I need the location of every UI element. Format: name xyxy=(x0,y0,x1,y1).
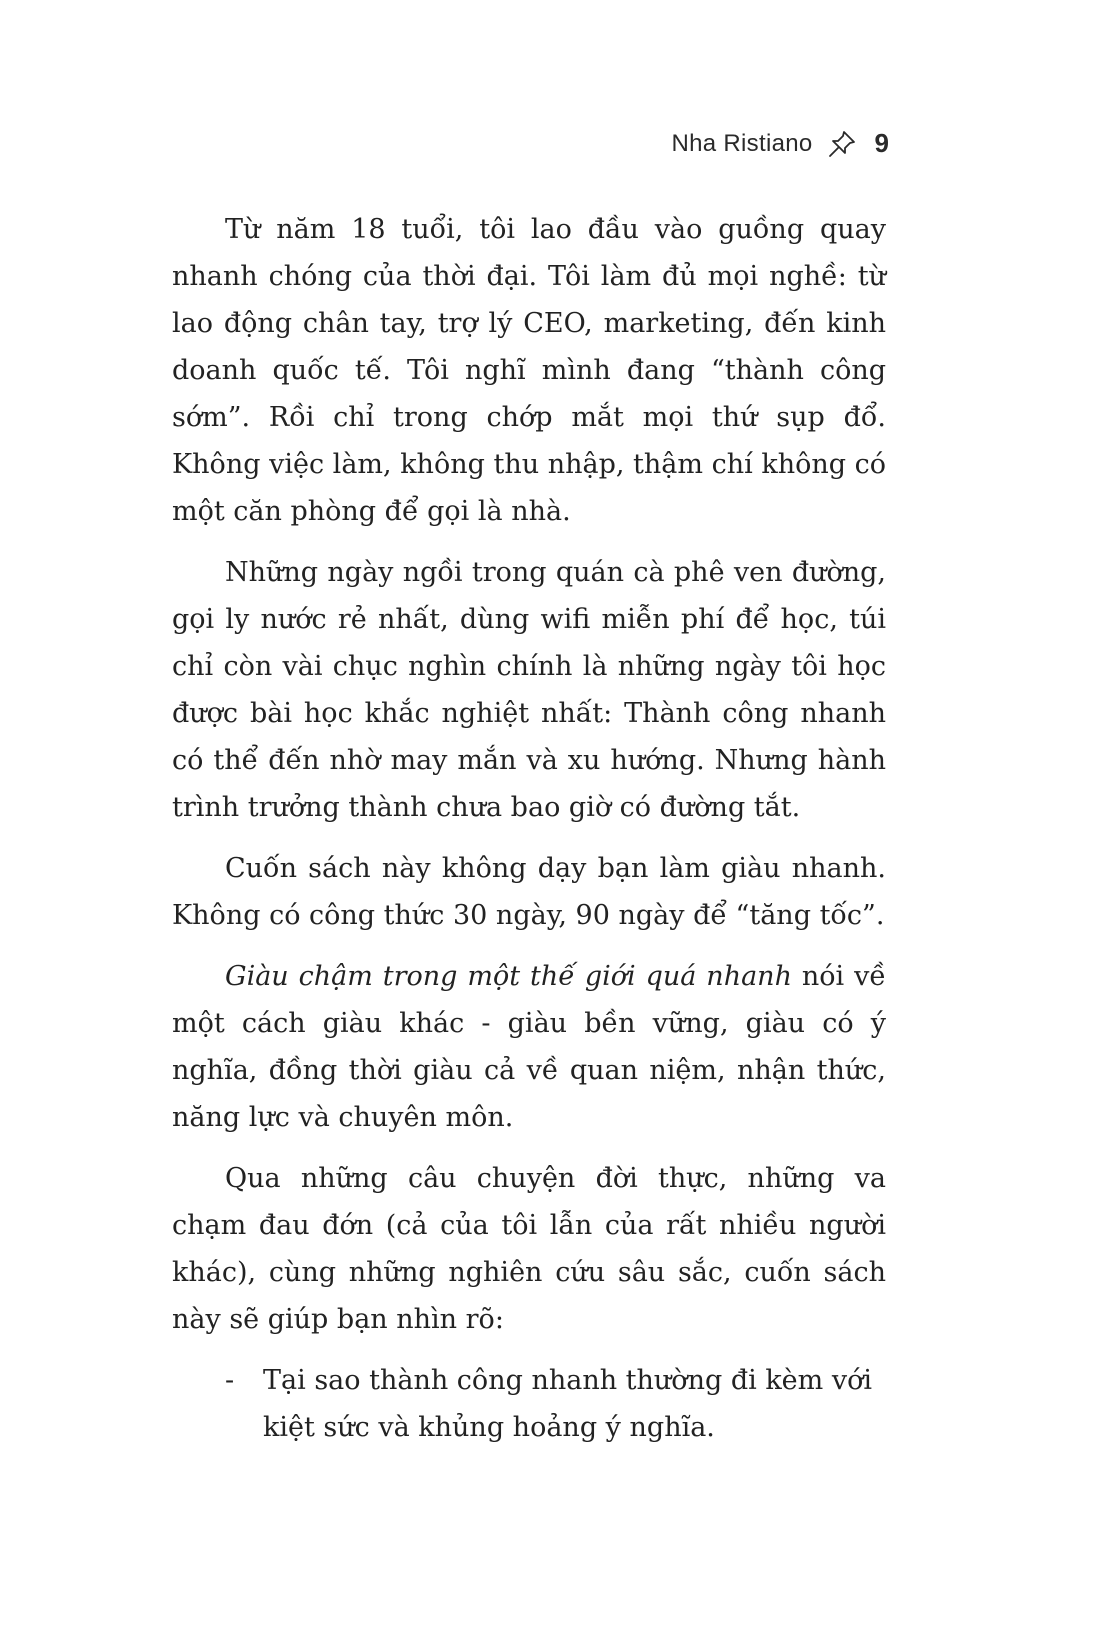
paragraph-4-text: nói về một cách giàu khác - giàu bền vững, giàu có ý nghĩa, đồng thời giàu cả về quan niệm, nhận thức, năng lực và chuyên môn. xyxy=(172,961,886,1133)
bullet-list xyxy=(172,1357,886,1451)
paragraph-4 xyxy=(172,953,886,1141)
paragraph-1: Từ năm 18 tuổi, tôi lao đầu vào guồng quay nhanh chóng của thời đại. Tôi làm đủ mọi nghề: từ lao động chân tay, trợ lý CEO, marketing, đến kinh doanh quốc tế. Tôi nghĩ mình đang “thành công sớm”. Rồi chỉ trong chớp mắt mọi thứ sụp đổ. Không việc làm, không thu nhập, thậm chí không có một căn phòng để gọi là nhà. xyxy=(172,214,886,527)
running-header-author: Nha Ristiano xyxy=(671,129,813,157)
list-item-text: Tại sao thành công nhanh thường đi kèm với kiệt sức và khủng hoảng ý nghĩa. xyxy=(263,1365,872,1443)
list-bullet: - xyxy=(225,1365,235,1396)
paragraph-2: Những ngày ngồi trong quán cà phê ven đường, gọi ly nước rẻ nhất, dùng wifi miễn phí để học, túi chỉ còn vài chục nghìn chính là những ngày tôi học được bài học khắc nghiệt nhất: Thành công nhanh có thể đến nhờ may mắn và xu hướng. Nhưng hành trình trưởng thành chưa bao giờ có đường tắt. xyxy=(172,557,886,823)
page-number: 9 xyxy=(874,128,889,158)
page-header xyxy=(672,128,889,159)
paragraph-3: Cuốn sách này không dạy bạn làm giàu nhanh. Không có công thức 30 ngày, 90 ngày để “tăng tốc”. xyxy=(172,853,886,931)
page-body xyxy=(172,206,886,1451)
paragraph-5: Qua những câu chuyện đời thực, những va chạm đau đớn (cả của tôi lẫn của rất nhiều người khác), cùng những nghiên cứu sâu sắc, cuốn sách này sẽ giúp bạn nhìn rõ: xyxy=(172,1163,886,1335)
book-title-italic: Giàu chậm trong một thế giới quá nhanh xyxy=(225,961,792,992)
pin-icon xyxy=(827,129,857,159)
list-item xyxy=(225,1357,886,1451)
